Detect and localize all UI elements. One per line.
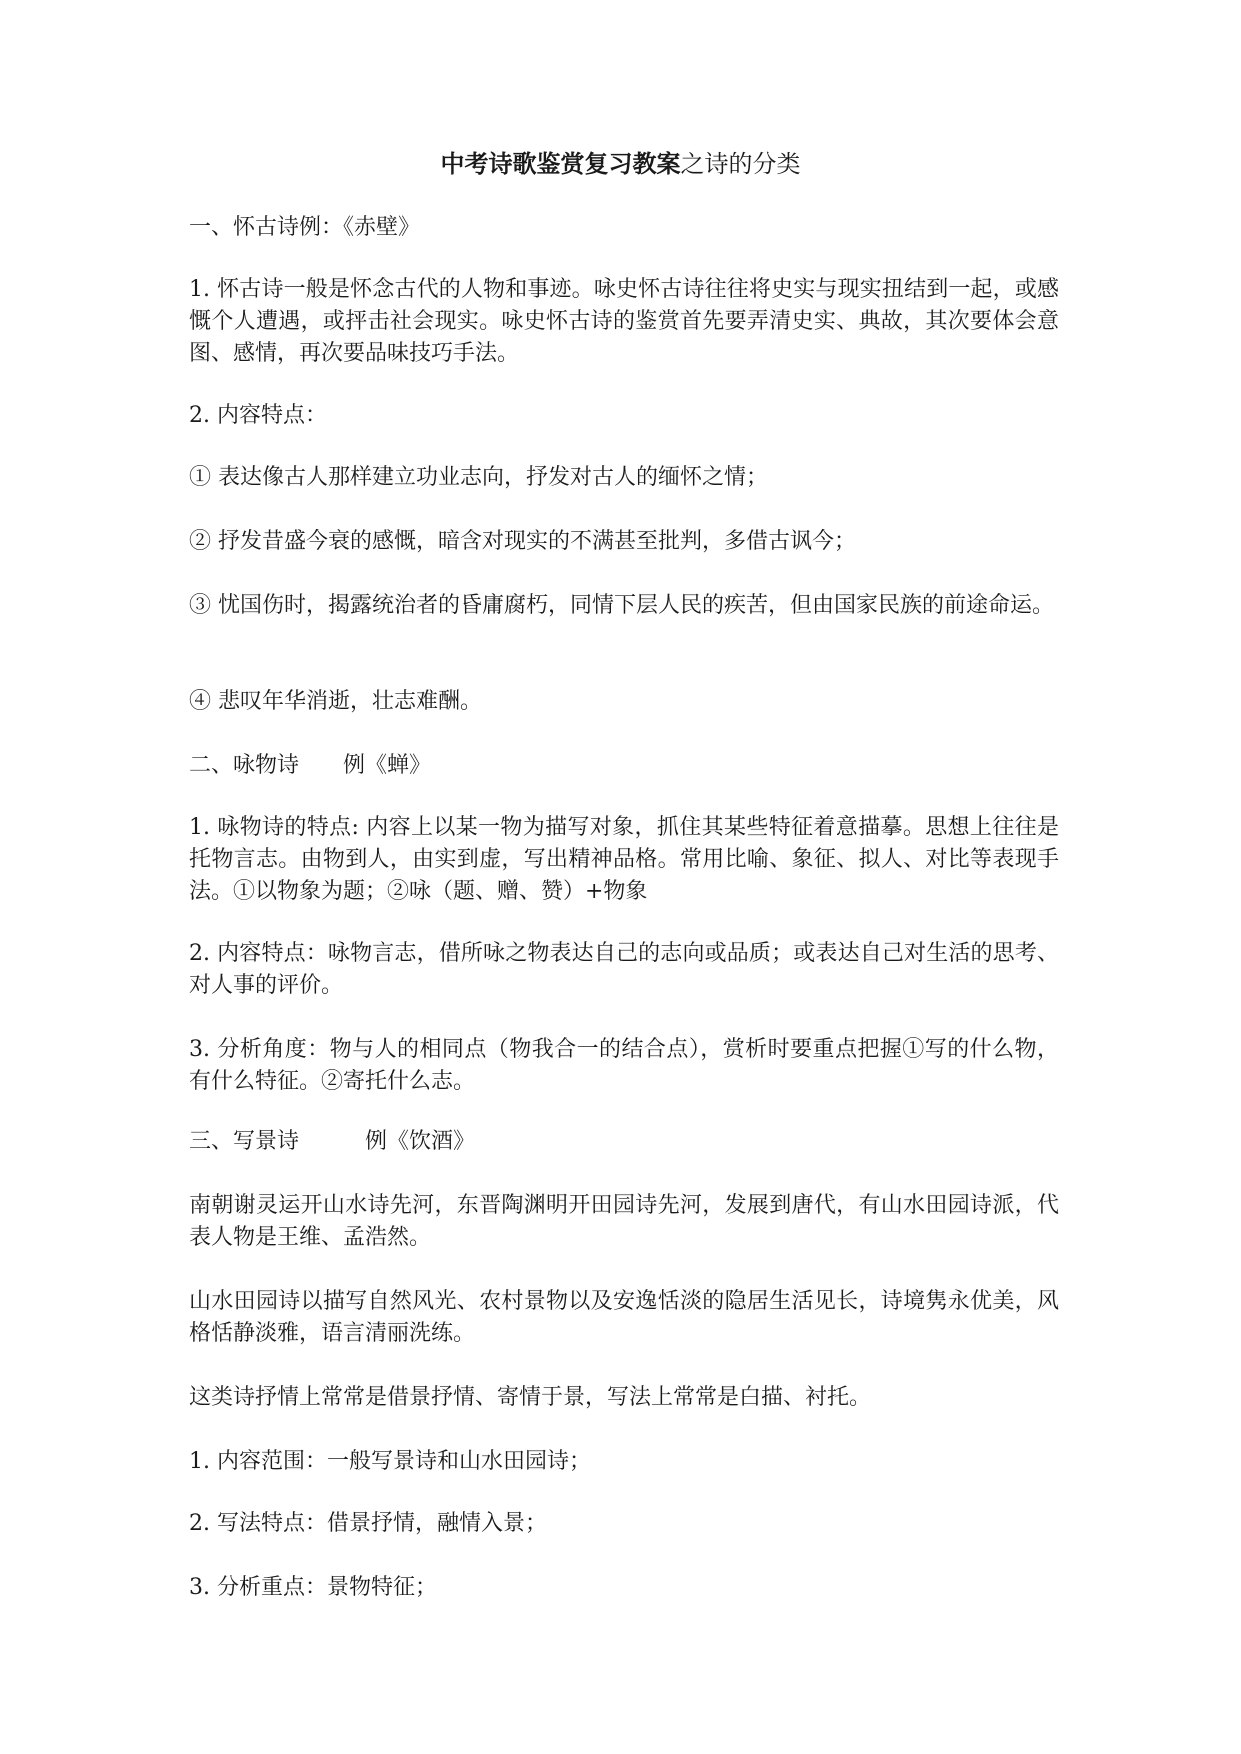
section-heading-xiejing: 三、写景诗 例《饮酒》: [189, 1129, 476, 1154]
list-item: ④ 悲叹年华消逝，壮志难酬。: [189, 689, 482, 714]
paragraph: 2. 写法特点：借景抒情，融情入景；: [189, 1511, 547, 1536]
list-item: ① 表达像古人那样建立功业志向，抒发对古人的缅怀之情；: [189, 465, 768, 490]
paragraph: 1. 咏物诗的特点: 内容上以某一物为描写对象，抓住其某些特征着意描摹。思想上往往是托物言志。由物到人，由实到虚，写出精神品格。常用比喻、象征、拟人、对比等表现手法。①以物象为题；②咏（题、赠、赞）+物象: [189, 815, 1059, 904]
paragraph: 这类诗抒情上常常是借景抒情、寄情于景，写法上常常是白描、衬托。: [189, 1385, 872, 1410]
paragraph: 3. 分析重点：景物特征；: [189, 1575, 437, 1600]
list-item: ③ 忧国伤时，揭露统治者的昏庸腐朽，同情下层人民的疾苦，但由国家民族的前途命运。: [189, 593, 1054, 618]
paragraph: 山水田园诗以描写自然风光、农村景物以及安逸恬淡的隐居生活见长，诗境隽永优美，风格恬静淡雅，语言清丽洗练。: [189, 1289, 1059, 1346]
paragraph: 2. 内容特点：: [189, 403, 327, 428]
paragraph: 2. 内容特点：咏物言志，借所咏之物表达自己的志向或品质；或表达自己对生活的思考、对人事的评价。: [189, 941, 1059, 998]
list-item: ② 抒发昔盛今衰的感慨，暗含对现实的不满甚至批判，多借古讽今；: [189, 529, 856, 554]
section-heading-yongwu: 二、咏物诗 例《蝉》: [189, 753, 432, 778]
section-heading-huaigu: 一、怀古诗例：《赤壁》: [189, 215, 421, 240]
title-bold-part: 中考诗歌鉴赏复习教案: [440, 149, 681, 178]
document-title: [0, 148, 1241, 180]
paragraph: 南朝谢灵运开山水诗先河，东晋陶渊明开田园诗先河，发展到唐代，有山水田园诗派，代表人物是王维、孟浩然。: [189, 1193, 1059, 1250]
paragraph: 1. 怀古诗一般是怀念古代的人物和事迹。咏史怀古诗往往将史实与现实扭结到一起，或感慨个人遭遇，或抨击社会现实。咏史怀古诗的鉴赏首先要弄清史实、典故，其次要体会意图、感情，再次要品味技巧手法。: [189, 277, 1059, 366]
paragraph: 3. 分析角度：物与人的相同点（物我合一的结合点），赏析时要重点把握①写的什么物，有什么特征。②寄托什么志。: [189, 1037, 1059, 1094]
title-rest-part: 之诗的分类: [680, 150, 801, 178]
paragraph: 1. 内容范围：一般写景诗和山水田园诗；: [189, 1449, 591, 1474]
